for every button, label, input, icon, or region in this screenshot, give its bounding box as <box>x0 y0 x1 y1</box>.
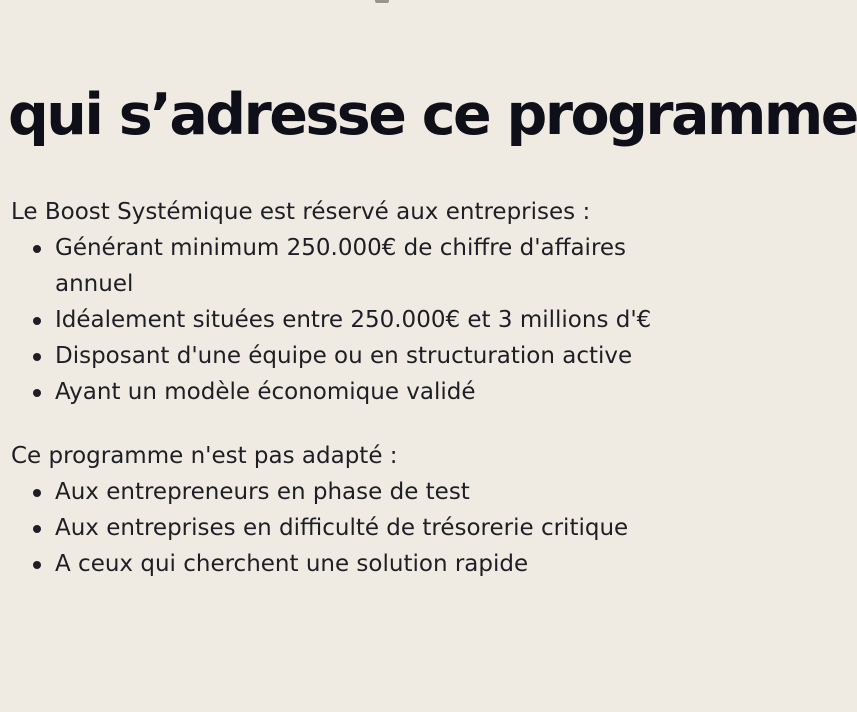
bullet-icon <box>33 353 41 361</box>
not-suited-intro: Ce programme n'est pas adapté : <box>11 443 398 469</box>
list-item <box>11 474 695 510</box>
not-suited-list <box>11 474 751 582</box>
list-item-text: Aux entrepreneurs en phase de test <box>55 479 470 505</box>
list-item <box>11 546 695 582</box>
top-edge-mark <box>375 0 389 3</box>
eligible-intro: Le Boost Systémique est réservé aux entreprises : <box>11 199 591 225</box>
list-item <box>11 230 695 302</box>
eligible-section <box>11 194 751 410</box>
list-item-text: Idéalement situées entre 250.000€ et 3 millions d'€ <box>55 307 652 333</box>
not-suited-section <box>11 438 751 582</box>
list-item <box>11 374 695 410</box>
bullet-icon <box>33 525 41 533</box>
bullet-icon <box>33 245 41 253</box>
eligible-list <box>11 230 751 410</box>
list-item-text: Ayant un modèle économique validé <box>55 379 476 405</box>
bullet-icon <box>33 317 41 325</box>
bullet-icon <box>33 561 41 569</box>
list-item-text: A ceux qui cherchent une solution rapide <box>55 551 529 577</box>
bullet-icon <box>33 489 41 497</box>
list-item-text: Disposant d'une équipe ou en structuration active <box>55 343 633 369</box>
list-item <box>11 302 695 338</box>
bullet-icon <box>33 389 41 397</box>
list-item-text: Aux entreprises en difficulté de trésorerie critique <box>55 515 629 541</box>
list-item <box>11 510 695 546</box>
list-item <box>11 338 695 374</box>
page-title: qui s’adresse ce programme <box>8 82 857 148</box>
list-item-text: Générant minimum 250.000€ de chiffre d'affaires annuel <box>55 235 627 297</box>
